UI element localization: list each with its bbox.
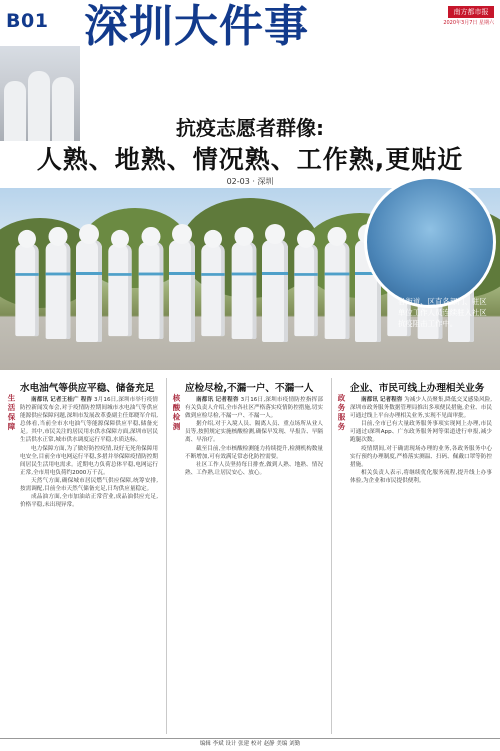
headline-kicker: 抗疫志愿者群像:: [176, 116, 324, 140]
section-label-living: 生活保障: [7, 394, 16, 432]
volunteer-figure: [232, 227, 257, 339]
paragraph: 疫情期间,对于确需现场办理的业务,各政务服务中心实行预约办理制度,严格落实测温、扫码、佩戴口罩等防控措施。: [350, 445, 492, 468]
volunteer-figure: [46, 227, 71, 339]
column-title-testing: 应检尽检,不漏一户、不漏一人: [185, 383, 314, 394]
headline-title: 人熟、地熟、情况熟、工作熟,更贴近: [36, 145, 464, 174]
volunteer-figure: [294, 230, 317, 336]
paragraph: 为减少人员聚集,降低交叉感染风险,深圳市政务服务数据管理局推出多项便民措施,企业、市民可通过线上平台办理相关业务,实现不见面审批。: [350, 397, 492, 420]
section-label-testing: 核酸检测: [172, 394, 181, 432]
volunteer-figure: [76, 224, 102, 342]
paragraph: 据介绍,对于入境人员、隔离人员、重点场所从业人员等,按照规定实施核酸检测,确保早发现、早报告、早隔离、早治疗。: [185, 421, 323, 444]
paragraph: 电力保障方面,为了做好防控疫情,设好无死角保障用电安全,目前全市电网运行平稳,多措并举保障疫情防控期间居民生活用电需求。近期电力负荷总体平稳,电网运行正常,全市用电负荷约2000万千瓦。: [20, 445, 158, 476]
byline: 南都讯 记者程咨: [196, 397, 239, 403]
paragraph: 截至目前,全市核酸检测能力持续提升,检测机构数量不断增加,可有效满足常态化防控需要。: [185, 445, 323, 460]
edition-date: 2020年3月7日 星期六: [443, 20, 494, 26]
paragraph: 3月16日,深圳市举行疫情防控新闻发布会,对于疫情防控期间城市水电油气等供应能源供应保障问题,深圳市发展改革委副主任郑晓军介绍,总体看,当前全市水电油气等能源保障供应平稳,储备充足。其中,市民关注的居民用水供水保障方面,深圳市居民生活供水正常,城市供水调度运行平稳,水质达标。: [20, 397, 158, 444]
byline: 南都讯 记者程咨: [361, 397, 403, 403]
newspaper-logo: 南方都市报: [448, 6, 494, 18]
column-body-online: [350, 396, 492, 485]
volunteer-figure: [201, 230, 224, 336]
footer-credits: 编辑 李斌 设计 张建 校对 赵静 美编 刘勤: [0, 738, 500, 751]
paragraph: 天然气方面,确保城市居民燃气供应保障,统筹安排,按需调配,目前全市天然气储备充足,日均供应量稳定。: [20, 477, 158, 493]
paragraph: 相关负责人表示,将继续优化服务流程,提升线上办事体验,为企业和市民提供便利。: [350, 469, 492, 484]
volunteer-figure: [169, 224, 195, 342]
inset-circle-photo: [364, 176, 496, 308]
paper-title: 深圳大件事: [84, 1, 309, 52]
column-title-supply: 水电油气等供应平稳、储备充足: [20, 383, 155, 394]
column-body-supply: [20, 396, 158, 509]
column-divider: [331, 378, 332, 734]
page-number: B01: [6, 10, 49, 32]
column-title-online: 企业、市民可线上办理相关业务: [350, 383, 485, 394]
inset-caption: 各街道、区直各部门、驻区单位工作人员连续驻入社区抗疫阻击工作中。: [398, 297, 487, 328]
volunteer-figure: [15, 230, 38, 336]
paragraph: 成品油方面,全市加油站正常营业,成品油供应充足,价格平稳,未出现异常。: [20, 494, 158, 509]
column-body-testing: [185, 396, 323, 477]
volunteer-figure: [139, 227, 164, 339]
byline: 南都讯 记者王桂广 程咨: [31, 397, 93, 403]
volunteer-figure: [108, 230, 131, 336]
volunteer-figure: [262, 224, 288, 342]
volunteer-figure: [325, 227, 350, 339]
dateline: 02-03 · 深圳: [226, 177, 274, 186]
paragraph: 社区工作人员坚持每日排查,做到人熟、地熟、情况熟、工作熟,让居民安心、放心。: [185, 461, 323, 476]
paragraph: 3月16日,深圳市疫情防控指挥部有关负责人介绍,全市各社区严格落实疫情防控措施,切实做到应检尽检,不漏一户、不漏一人。: [185, 397, 324, 420]
section-label-government: 政务服务: [337, 394, 346, 432]
column-divider: [166, 378, 167, 734]
paragraph: 目前,全市已有大量政务服务事项实现网上办理,市民可通过i深圳App、广东政务服务网等渠道进行申报,减少跑腿次数。: [350, 421, 492, 444]
